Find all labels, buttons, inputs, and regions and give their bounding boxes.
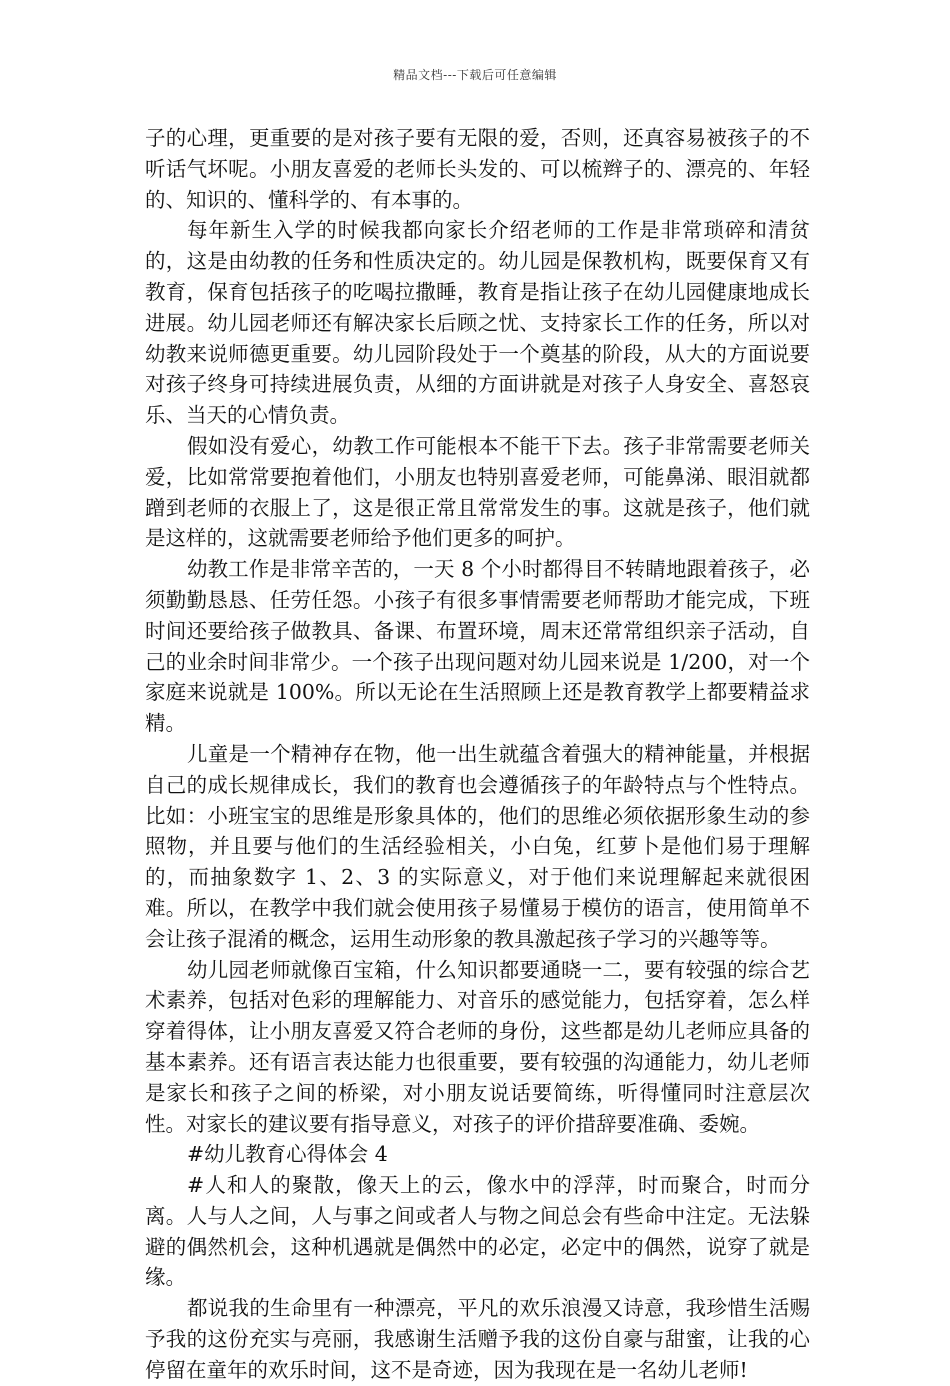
document-body: [145, 123, 810, 1386]
paragraph: 都说我的生命里有一种漂亮，平凡的欢乐浪漫又诗意，我珍惜生活赐予我的这份充实与亮丽，我感谢生活赠予我的这份自豪与甜蜜，让我的心停留在童年的欢乐时间，这不是奇迹，因为我现在是一名幼儿老师!: [145, 1296, 810, 1382]
paragraph: #人和人的聚散，像天上的云，像水中的浮萍，时而聚合，时而分离。人与人之间，人与事之间或者人与物之间总会有些命中注定。无法躲避的偶然机会，这种机遇就是偶然中的必定，必定中的偶然，说穿了就是缘。: [145, 1173, 810, 1290]
paragraph: 假如没有爱心，幼教工作可能根本不能干下去。孩子非常需要老师关爱，比如常常要抱着他们，小朋友也特别喜爱老师，可能鼻涕、眼泪就都蹭到老师的衣服上了，这是很正常且常常发生的事。这就是孩子，他们就是这样的，这就需要老师给予他们更多的呵护。: [145, 433, 810, 551]
section-heading: #幼儿教育心得体会 4: [187, 1142, 388, 1167]
paragraph: 儿童是一个精神存在物，他一出生就蕴含着强大的精神能量，并根据自己的成长规律成长，我们的教育也会遵循孩子的年龄特点与个性特点。比如：小班宝宝的思维是形象具体的，他们的思维必须依据形象生动的参照物，并且要与他们的生活经验相关，小白兔，红萝卜是他们易于理解的，而抽象数字 1、2、3 的实际意义，对于他们来说理解起来就很困难。所以，在教学中我们就会使用孩子易懂易于模仿的语言，使用简单不会让孩子混淆的概念，运用生动形象的教具激起孩子学习的兴趣等等。: [145, 741, 810, 951]
paragraph: 子的心理，更重要的是对孩子要有无限的爱，否则，还真容易被孩子的不听话气坏呢。小朋友喜爱的老师长头发的、可以梳辫子的、漂亮的、年轻的、知识的、懂科学的、有本事的。: [145, 126, 810, 212]
paragraph: 幼儿园老师就像百宝箱，什么知识都要通晓一二，要有较强的综合艺术素养，包括对色彩的理解能力、对音乐的感觉能力，包括穿着，怎么样穿着得体，让小朋友喜爱又符合老师的身份，这些都是幼儿老师应具备的基本素养。还有语言表达能力也很重要，要有较强的沟通能力，幼儿老师是家长和孩子之间的桥梁，对小朋友说话要简练，听得懂同时注意层次性。对家长的建议要有指导意义，对孩子的评价措辞要准确、委婉。: [145, 957, 810, 1136]
page-header: 精品文档---下载后可任意编辑: [393, 68, 557, 82]
paragraph: 幼教工作是非常辛苦的，一天 8 个小时都得目不转睛地跟着孩子，必须勤勤恳恳、任劳任怨。小孩子有很多事情需要老师帮助才能完成，下班时间还要给孩子做教具、备课、布置环境，周末还常常组织亲子活动，自己的业余时间非常少。一个孩子出现问题对幼儿园来说是 1/200，对一个家庭来说就是 100%。所以无论在生活照顾上还是教育教学上都要精益求精。: [145, 557, 810, 736]
paragraph: 每年新生入学的时候我都向家长介绍老师的工作是非常琐碎和清贫的，这是由幼教的任务和性质决定的。幼儿园是保教机构，既要保育又有教育，保育包括孩子的吃喝拉撒睡，教育是指让孩子在幼儿园健康地成长进展。幼儿园老师还有解决家长后顾之忧、支持家长工作的任务，所以对幼教来说师德更重要。幼儿园阶段处于一个奠基的阶段，从大的方面说要对孩子终身可持续进展负责，从细的方面讲就是对孩子人身安全、喜怒哀乐、当天的心情负责。: [145, 218, 810, 428]
